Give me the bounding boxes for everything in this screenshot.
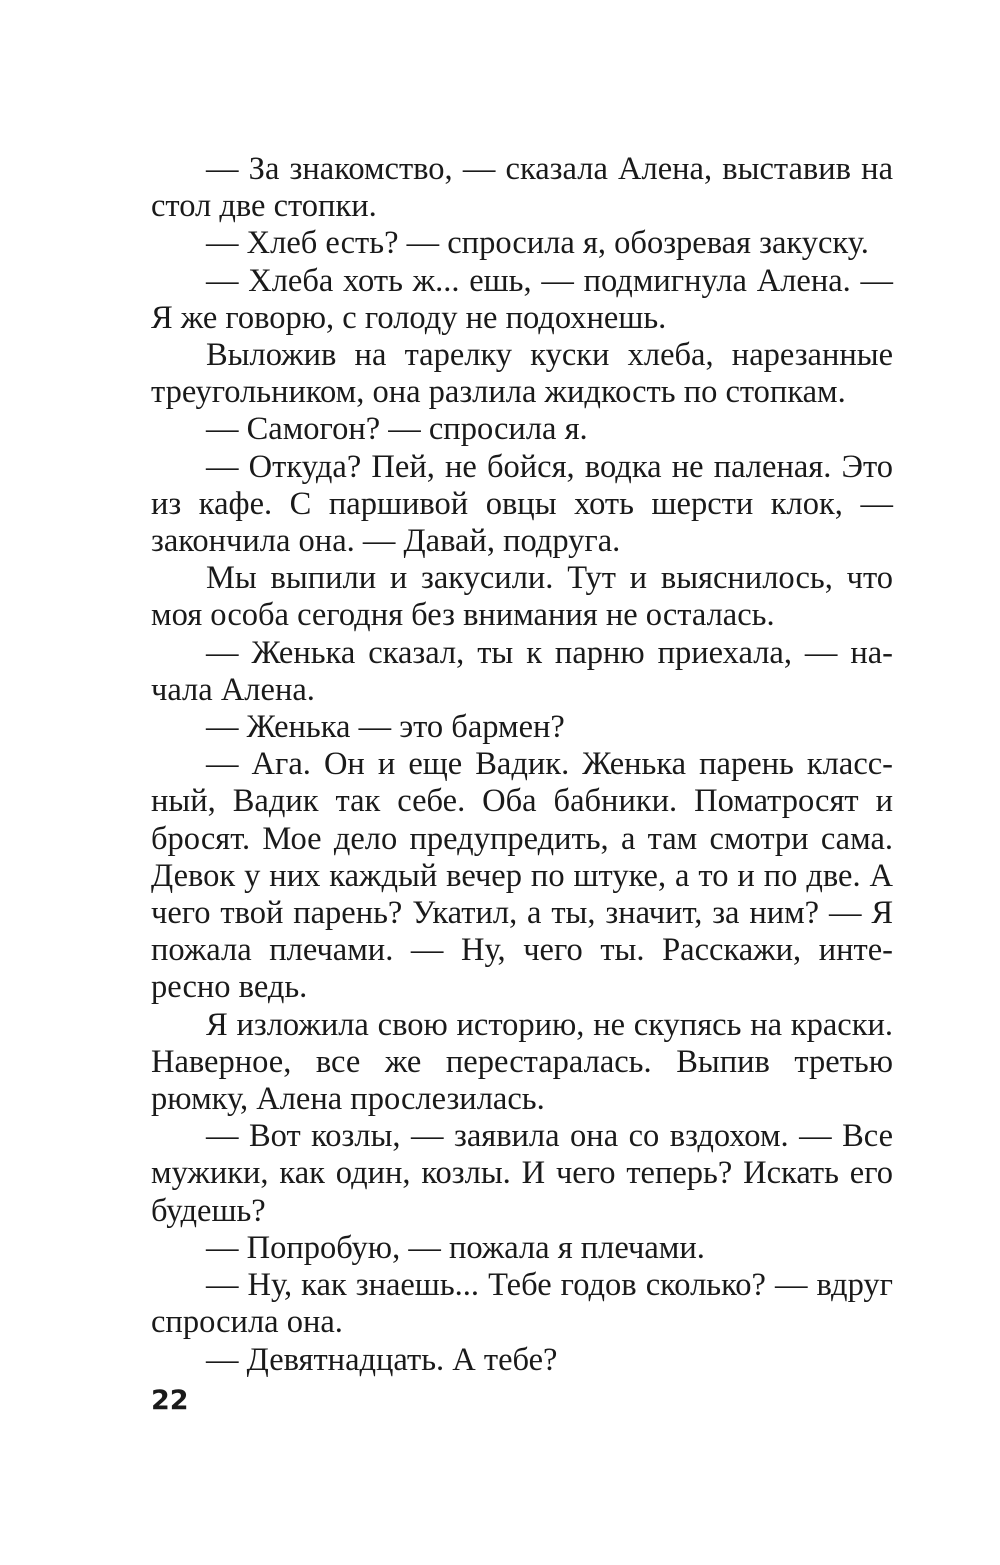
page-number: 22 xyxy=(151,1385,189,1416)
paragraph-1: — За знакомство, — сказала Алена, выставив на стол две стопки. xyxy=(151,151,893,225)
paragraph-5: — Самогон? — спросила я. xyxy=(206,411,588,448)
paragraph-10: — Ага. Он и еще Вадик. Женька парень классный, Вадик так себе. Оба бабники. Поматросят и бросят. Мое дело предупредить, а там смотри сама. Девок у них каждый вечер по штуке, а то и по две. А чего твой парень? Укатил, а ты, значит, за ним? — Я пожала плечами. — Ну, чего ты. Расскажи, интересно ведь. xyxy=(151,746,893,1006)
paragraph-9: — Женька — это бармен? xyxy=(206,709,565,746)
paragraph-8: — Женька сказал, ты к парню приехала, — начала Алена. xyxy=(151,634,893,708)
paragraph-11: Я изложила свою историю, не скупясь на краски. Наверное, все же перестаралась. Выпив третью рюмку, Алена прослезилась. xyxy=(151,1006,893,1118)
paragraph-12: — Вот козлы, — заявила она со вздохом. — Все мужики, как один, козлы. И чего теперь? Искать его будешь? xyxy=(151,1118,893,1229)
paragraph-2: — Хлеб есть? — спросила я, обозревая закуску. xyxy=(206,225,869,262)
paragraph-3: — Хлеба хоть ж... ешь, — подмигнула Алена. — Я же говорю, с голоду не подохнешь. xyxy=(151,262,893,336)
paragraph-15: — Девятнадцать. А тебе? xyxy=(206,1341,558,1378)
paragraph-4: Выложив на тарелку куски хлеба, нарезанные треугольником, она разлила жидкость по стопкам. xyxy=(151,337,893,411)
paragraph-6: — Откуда? Пей, не бойся, водка не паленая. Это из кафе. С паршивой овцы хоть шерсти клок, — закончила она. — Давай, подруга. xyxy=(151,448,893,560)
paragraph-13: — Попробую, — пожала я плечами. xyxy=(206,1229,705,1266)
paragraph-7: Мы выпили и закусили. Тут и выяснилось, что моя особа сегодня без внимания не осталась. xyxy=(151,560,893,634)
paragraph-14: — Ну, как знаешь... Тебе годов сколько? — вдруг спросила она. xyxy=(151,1267,893,1341)
book-page-text xyxy=(151,151,893,1379)
